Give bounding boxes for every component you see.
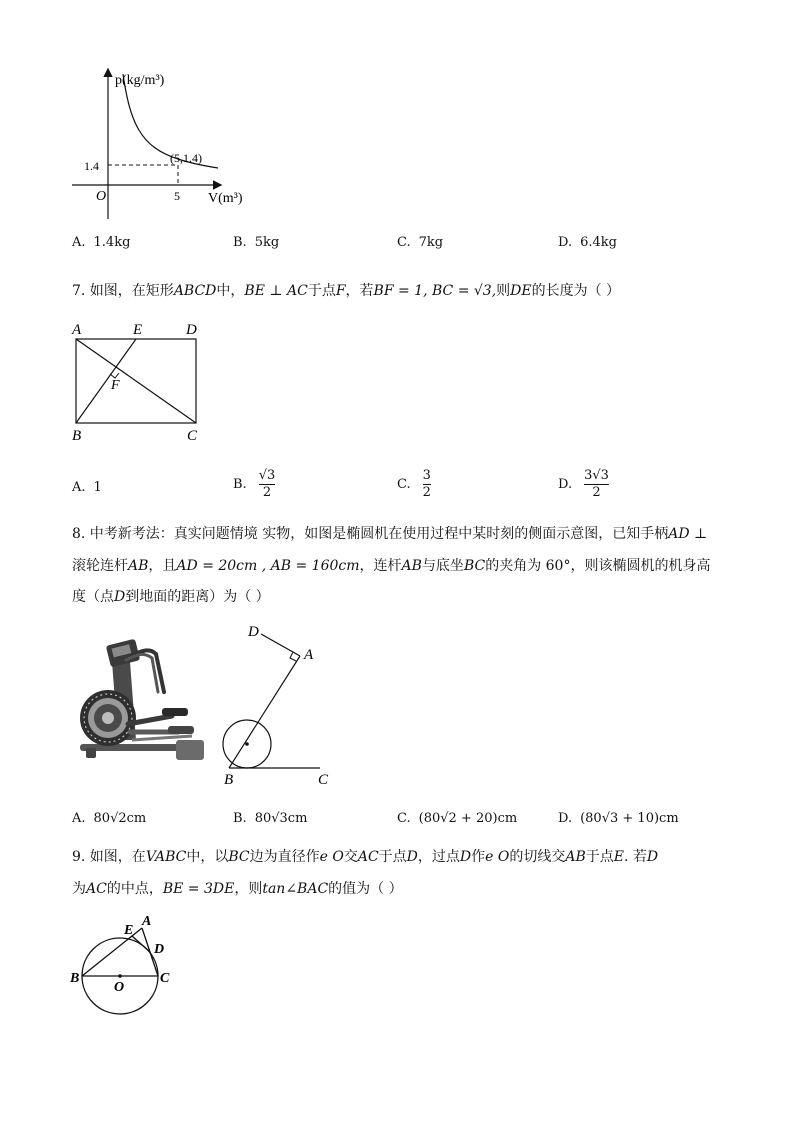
q6-option-c[interactable] [397, 233, 443, 253]
fraction-numerator: 3 [422, 468, 431, 483]
center-o-dot [118, 974, 122, 978]
stem-text: 与底坐 [421, 558, 464, 574]
q6-option-a[interactable] [72, 233, 130, 253]
segment-be [76, 339, 136, 423]
stem-text: 的值为（ ） [328, 881, 403, 897]
point-label-c: C [187, 428, 198, 444]
stem-text: 交 [343, 849, 358, 865]
q6-option-d[interactable] [558, 233, 617, 253]
option-letter: C. [397, 811, 411, 826]
diagonal-ac [76, 339, 196, 423]
segment-da [261, 634, 300, 656]
fraction-numerator: 3√3 [584, 468, 609, 483]
q8-option-a[interactable] [72, 809, 146, 829]
stem-math: AD = 20cm , AB = 160cm [176, 558, 360, 574]
stem-text: 的夹角为 60°，则该椭圆机的机身高 [485, 558, 711, 574]
option-letter: C. [397, 235, 411, 250]
stem-text: 中，以 [186, 849, 229, 865]
stem-math: DE [510, 283, 532, 299]
stem-math: D [646, 849, 659, 865]
stem-math: AD ⊥ [668, 526, 708, 542]
q6-option-b[interactable] [233, 233, 279, 253]
q7-option-b[interactable] [233, 468, 275, 501]
option-letter: D. [558, 476, 573, 492]
stem-math: VABC [145, 849, 187, 865]
stem-text: 7. 如图，在矩形 [72, 283, 174, 299]
stem-math: AB [401, 558, 422, 574]
stem-text: 的切线交 [509, 849, 566, 865]
option-letter: B. [233, 476, 247, 492]
stem-math: BE = 3DE [162, 881, 235, 897]
y-axis-label: p(kg/m³) [115, 73, 165, 88]
fraction [259, 468, 276, 501]
stem-text: 则 [496, 283, 511, 299]
x-axis-label: V(m³) [208, 191, 243, 206]
q9-stem-line2 [72, 879, 403, 899]
point-label-b: B [70, 971, 80, 986]
stem-text: 到地面的距离）为（ ） [125, 589, 270, 605]
fraction [423, 468, 431, 501]
option-text: 80√2cm [93, 811, 147, 826]
circle-triangle-figure [66, 912, 184, 1018]
option-letter: D. [558, 235, 573, 250]
option-text: 5kg [254, 235, 280, 250]
q9-stem-line1 [72, 847, 658, 867]
q7-option-d[interactable] [558, 468, 609, 501]
stem-text: ，则 [234, 881, 263, 897]
stem-text: 的中点， [106, 881, 163, 897]
point-label-a: A [142, 914, 152, 929]
option-text: 1 [93, 480, 102, 495]
elliptical-diagram [218, 618, 338, 790]
rectangle-figure [66, 318, 216, 446]
stem-text: 于点 [378, 849, 407, 865]
roller-center [245, 742, 249, 746]
stem-math: e O [485, 849, 510, 865]
q7-stem [72, 281, 620, 301]
option-letter: B. [233, 811, 247, 826]
stem-text: ，若 [345, 283, 374, 299]
stem-math: AC [86, 881, 107, 897]
point-label-d: D [154, 942, 165, 957]
fraction-denominator: 2 [262, 485, 272, 500]
stem-math: D [406, 849, 418, 865]
stem-math: BF = 1, BC = √3, [373, 283, 497, 299]
stem-math: D [459, 849, 472, 865]
option-letter: A. [72, 480, 86, 495]
stem-text: 的长度为（ ） [531, 283, 621, 299]
stem-text: ，过点 [417, 849, 460, 865]
point-label-f: F [111, 378, 120, 393]
option-text: 6.4kg [580, 235, 617, 250]
point-label-e: E [124, 923, 134, 938]
point-label-a: A [304, 647, 314, 663]
stem-text: ，且 [148, 558, 177, 574]
point-label-b: B [224, 772, 234, 788]
fraction-denominator: 2 [592, 485, 601, 500]
density-volume-graph [60, 62, 260, 227]
stem-math: AB [565, 849, 586, 865]
y-tick-label: 1.4 [84, 159, 99, 173]
q8-stem-line3 [72, 587, 270, 607]
origin-label: O [96, 189, 107, 204]
stem-math: tan∠BAC [262, 881, 329, 897]
option-text: 1.4kg [93, 235, 131, 250]
stem-text: 8. 中考新考法：真实问题情境 实物，如图是椭圆机在使用过程中某时刻的侧面示意图，已知手柄 [72, 526, 669, 542]
stem-math: BE ⊥ AC [244, 283, 308, 299]
option-letter: B. [233, 235, 247, 250]
segment-ab [229, 656, 300, 768]
option-letter: A. [72, 811, 86, 826]
x-tick-label: 5 [174, 189, 180, 203]
point-label-o: O [114, 980, 125, 995]
stem-text: 度（点 [72, 589, 114, 605]
q8-stem-line1 [72, 524, 707, 544]
stem-math: BC [463, 558, 486, 574]
stem-math: e O [319, 849, 344, 865]
stem-math: AB [128, 558, 149, 574]
q8-stem-line2 [72, 556, 710, 576]
fraction-denominator: 2 [422, 485, 431, 500]
option-text: (80√2 + 20)cm [418, 811, 518, 826]
point-label-e: E [133, 322, 143, 338]
option-text: 80√3cm [254, 811, 308, 826]
fraction-numerator: √3 [258, 468, 276, 483]
stem-text: 于点 [307, 283, 336, 299]
stem-text: 作 [471, 849, 486, 865]
stem-text: . 若 [623, 849, 647, 865]
q8-option-b[interactable] [233, 809, 307, 829]
point-label-c: C [160, 971, 170, 986]
option-letter: A. [72, 235, 86, 250]
point-label: (5,1.4) [170, 151, 202, 165]
stem-math: D [114, 589, 126, 605]
stem-text: 中， [216, 283, 245, 299]
q7-option-a[interactable] [72, 478, 102, 498]
q7-option-c[interactable] [397, 468, 431, 501]
stem-math: ABCD [173, 283, 217, 299]
option-letter: C. [397, 476, 411, 492]
stem-math: AC [357, 849, 379, 865]
elliptical-machine-photo [72, 632, 208, 772]
point-label-d: D [186, 322, 197, 338]
stem-text: 9. 如图，在 [72, 849, 146, 865]
stem-text: 于点 [585, 849, 614, 865]
stem-text: 边为直径作 [249, 849, 320, 865]
option-letter: D. [558, 811, 573, 826]
stem-text: 滚轮连杆 [72, 558, 128, 574]
point-label-d: D [248, 624, 259, 640]
q8-option-c[interactable] [397, 809, 517, 829]
option-text: (80√3 + 10)cm [580, 811, 679, 826]
fraction [584, 468, 609, 501]
stem-math: BC [228, 849, 250, 865]
point-label-a: A [72, 322, 82, 338]
point-label-b: B [72, 428, 82, 444]
point-label-c: C [318, 772, 329, 788]
q8-option-d[interactable] [558, 809, 679, 829]
stem-math: E [613, 849, 624, 865]
stem-text: 为 [72, 881, 86, 897]
stem-text: ，连杆 [359, 558, 402, 574]
stem-math: F [335, 283, 346, 299]
option-text: 7kg [418, 235, 444, 250]
